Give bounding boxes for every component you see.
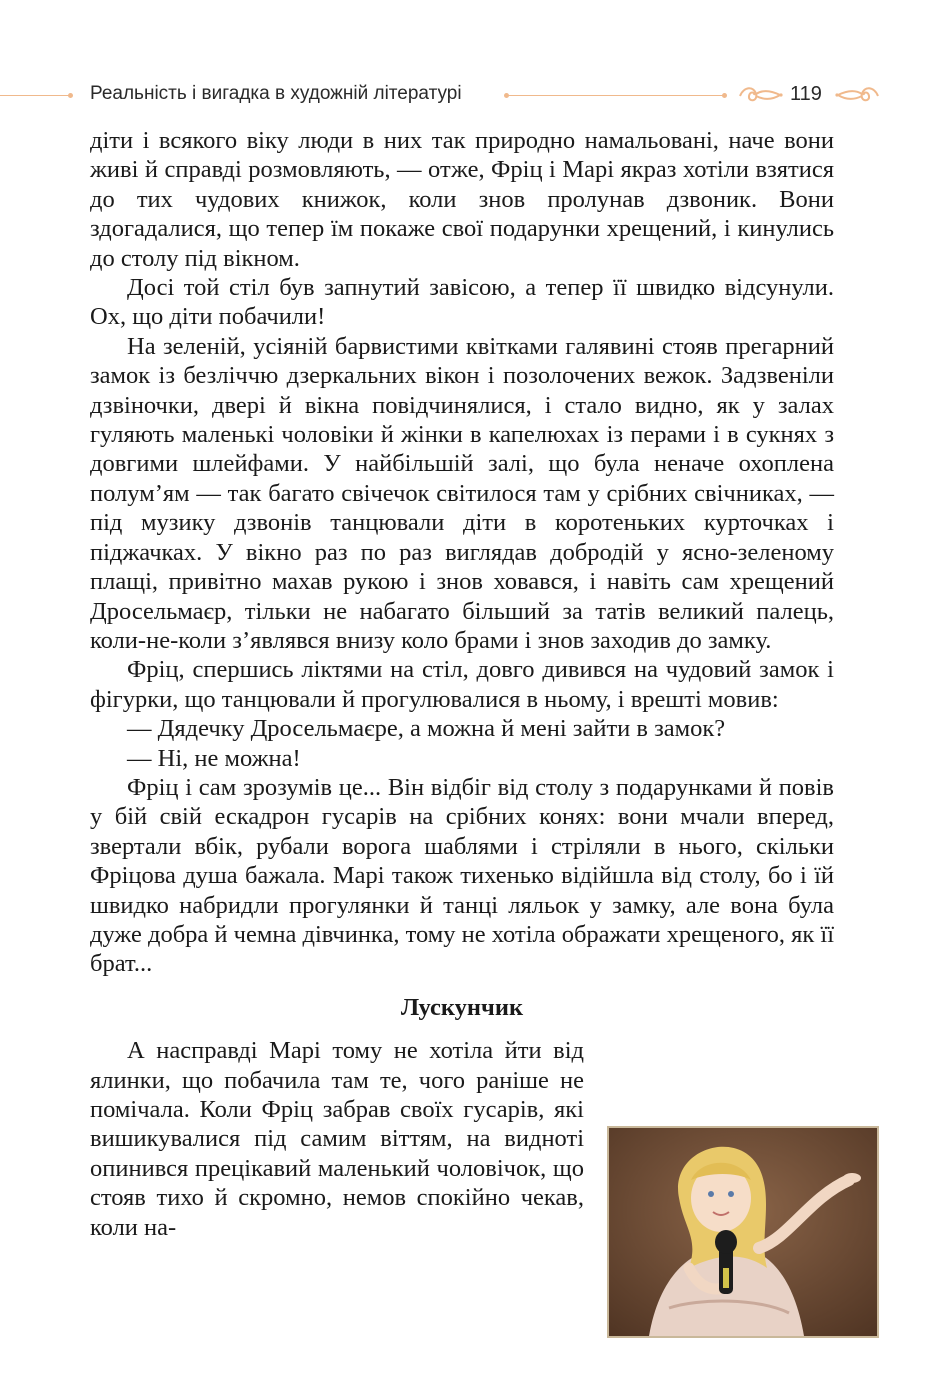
header-dot-left <box>68 93 73 98</box>
girl-with-nutcracker-illustration <box>607 1126 879 1338</box>
header-rule-left <box>0 95 70 96</box>
page-number: 119 <box>790 83 822 105</box>
scroll-ornament-icon <box>736 82 784 108</box>
header-title: Реальність і вигадка в художній літературі <box>90 83 462 104</box>
section-paragraph: А насправді Марі тому не хотіла йти від ялинки, що побачила там те, чого раніше не помічала. Коли Фріц забрав своїх гусарів, які вишикувалися під самим віттям, на видноті опинився прецікавий маленький чоловічок, що стояв тихо й скромно, немов спокійно чекав, коли на- <box>90 1037 584 1241</box>
section-title: Лускунчик <box>400 993 524 1021</box>
paragraph: На зеленій, усіяній барвистими квітками галявині стояв прегарний замок із безліччю дзеркальних вікон і позолочених вежок. Задзвеніли дзвіночки, двері й вікна повідчинялися, і стало видно, як у залах гуляють маленькі чоловіки й жінки в капелюхах із перами і в сукнях з довгими шлейфами. У найбільшій залі, що була неначе охоплена полум’ям — так багато свічечок світилося там у срібних свічниках, — під музику дзвонів танцювали діти в коротеньких курточках і піджачках. У вікно раз по раз виглядав добродій у ясно-зеленому плащі, привітно махав рукою і знов ховався, і навіть сам хрещений Дросельмаєр, тільки не набагато більший за татів великий палець, коли-не-коли з’являвся внизу коло брами і знов заходив до замку. <box>90 332 834 654</box>
paragraph: Фріц, спершись ліктями на стіл, довго дивився на чудовий замок і фігурки, що танцювали й прогулювалися в ньому, і врешті мовив: <box>90 656 834 713</box>
paragraph: Досі той стіл був запнутий завісою, а тепер її швидко відсунули. Ох, що діти побачили! <box>90 274 834 331</box>
scroll-ornament-icon <box>834 82 882 108</box>
dialogue-line: — Дядечку Дросельмаєре, а можна й мені зайти в замок? <box>127 715 726 743</box>
header-rule-mid <box>508 95 726 96</box>
header-dot-right <box>722 93 727 98</box>
illustration-art <box>609 1128 877 1336</box>
paragraph: Фріц і сам зрозумів це... Він відбіг від столу з подарунками й повів у бій свій ескадрон гусарів на срібних конях: вони мчали вперед, звертали вбік, рубали ворога шаблями і стріляли в нього, скільки Фріцова душа бажала. Марі також тихенько відійшла від столу, бо і їй швидко набридли прогулянки й танці ляльок у замку, але вона була дуже добра й чемна дівчинка, тому не хотіла ображати хрещеного, як її брат... <box>90 773 834 978</box>
running-header <box>0 76 952 116</box>
dialogue-line: — Ні, не можна! <box>127 744 301 772</box>
paragraph: діти і всякого віку люди в них так природно намальовані, наче вони живі й справді розмовляють, — отже, Фріц і Марі якраз хотіли взятися до тих чудових книжок, коли знов пролунав дзвоник. Вони здогадалися, що тепер їм покаже свої подарунки хрещений, і кинулись до столу під вікном. <box>90 127 834 272</box>
body-text <box>90 126 834 1242</box>
